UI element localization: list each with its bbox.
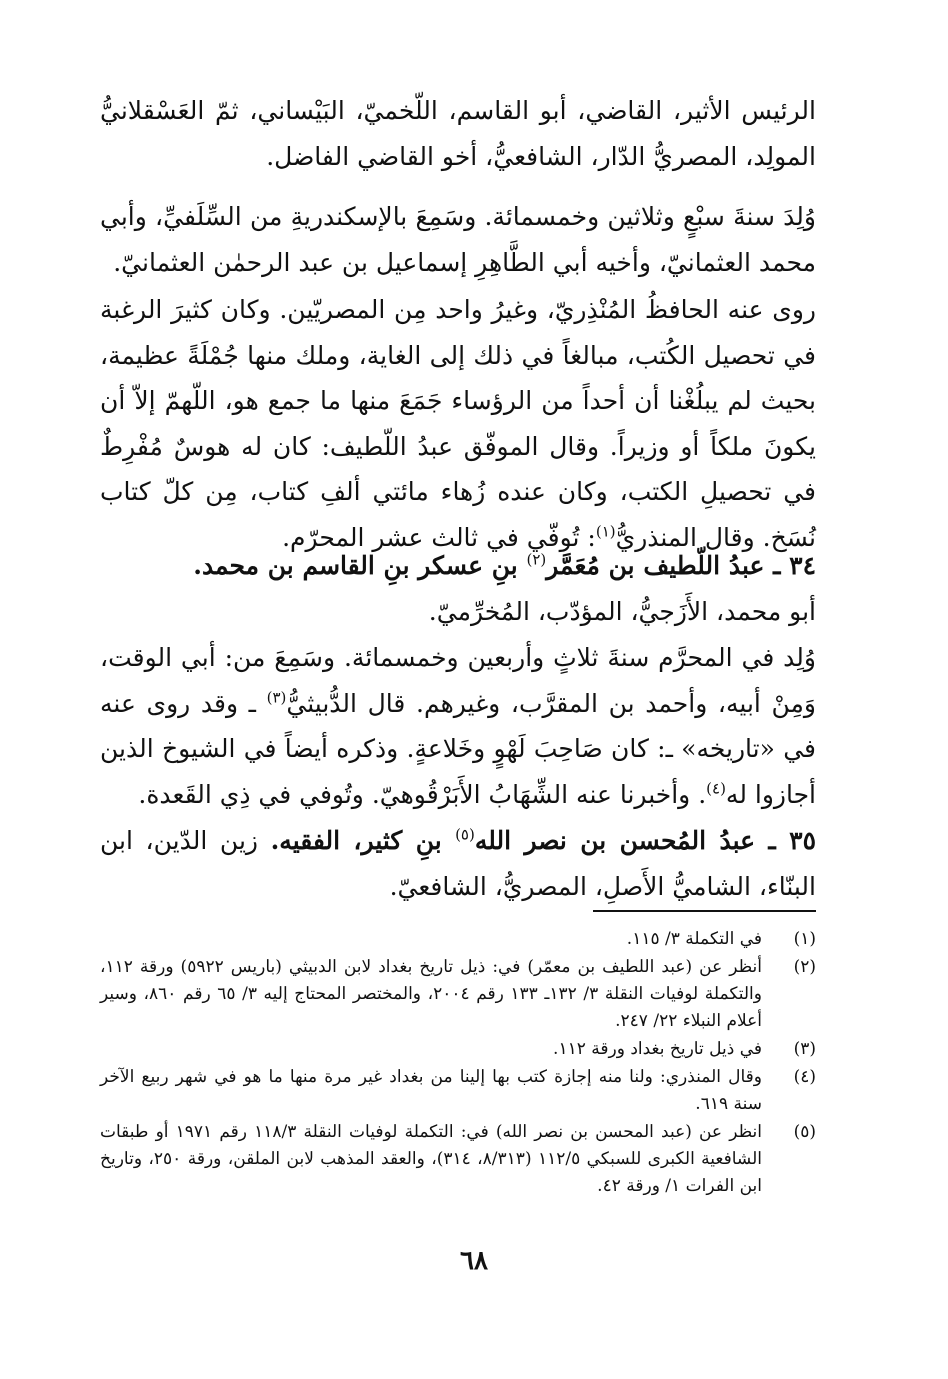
footnote-item: [100, 1064, 816, 1118]
footnote-text: وقال المنذري: ولنا منه إجازة كتب بها إلينا من بغداد غير مرة منها ما هو في شهر ربيع الآخر سنة ٦١٩.: [100, 1067, 762, 1114]
footnote-number: (٢): [793, 957, 816, 977]
entry-35-description: زين الدّين، ابن البنّاء، الشاميُّ الأَصلِ، المصريُّ، الشافعيّ.: [100, 826, 816, 901]
entry-34-heading: [100, 543, 816, 589]
footnote-ref-1: (١): [595, 522, 616, 541]
bio-34-text-b: ـ وقد روى عنه في «تاريخه» ـ: كان صَاحِبَ لَهْوٍ وخَلاعةٍ. وذكره أيضاً في الشيوخ الذين أجازوا له: [100, 688, 816, 809]
footnote-ref-3: (٣): [266, 688, 287, 707]
footnote-number: (١): [793, 929, 816, 949]
page-number: ٦٨: [460, 1246, 488, 1276]
paragraph-narration: [100, 287, 816, 560]
footnote-text: في ذيل تاريخ بغداد ورقة ١١٢.: [553, 1039, 762, 1059]
footnote-text: في التكملة ٣/ ١١٥.: [626, 929, 762, 949]
footnote-ref-4: (٤): [706, 779, 726, 798]
entry-34-title: ٣٤ ـ عبدُ اللّطيف بن مُعَمَّر: [546, 551, 816, 580]
footnote-number: (٥): [793, 1122, 816, 1142]
entry-34-subtitle: أبو محمد، الأَزَجيُّ، المؤدّب، المُخرِّميّ.: [428, 596, 816, 626]
entry-35-title-rest: بنِ كثير، الفقيه.: [270, 826, 456, 855]
paragraph-entry-34-bio: [100, 635, 816, 817]
footnote-item: [100, 954, 816, 1035]
footnote-text: أنظر عن (عبد اللطيف بن معمّر) في: ذيل تاريخ بغداد لابن الدبيثي (باريس ٥٩٢٢) ورقة ١١٢، والتكملة لوفيات النقلة ٣/ ١٣٢ـ ١٣٣ رقم ٢٠٠٤، والمختصر المحتاج إليه ٣/ ٦٥ رقم ٨٦٠، وسير أعلام النبلاء ٢٢/ ٢٤٧.: [100, 957, 762, 1031]
paragraph-intro: الرئيس الأثير، القاضي، أبو القاسم، اللّخميّ، البَيْساني، ثمّ العَسْقلانيُّ المولِد، المصريُّ الدّار، الشافعيُّ، أخو القاضي الفاضل.: [100, 96, 816, 171]
entry-35-title: ٣٥ ـ عبدُ المُحسن بن نصر الله: [474, 826, 816, 855]
footnote-number: (٤): [793, 1067, 816, 1087]
footnote-item: [100, 926, 816, 953]
paragraph-narration-text: روى عنه الحافظُ المُنْذِريّ، وغيرُ واحد مِن المصريّين. وكان كثيرَ الرغبة في تحصيل الكُتب، مبالغاً في ذلك إلى الغاية، وملك منها جُمْلَةً عظيمة، بحيث لم يبلُغْنا أن أحداً من الرؤساء جَمَعَ منها ما جمع هو، اللّهمّ إلاّ أن يكونَ ملكاً أو وزيراً. وقال الموفّق عبدُ اللّطيف: كان له هوسٌ مُفْرِطٌ في تحصيلِ الكتب، وكان عنده زُهاء مائتي ألفِ كتاب، مِن كلّ كتاب نُسَخ. وقال المنذريُّ: [100, 295, 816, 552]
footnote-item: [100, 1036, 816, 1063]
footnote-text: انظر عن (عبد المحسن بن نصر الله) في: التكملة لوفيات النقلة ١١٨/٣ رقم ١٩٧١ أو طبقات الشافعية الكبرى للسبكي ١١٢/٥ (٨/٣١٣، ٣١٤)، والعقد المذهب لابن الملقن، ورقة ٢٥٠، وتاريخ ابن الفرات ١/ ورقة ٤٢.: [100, 1122, 762, 1196]
footnote-number: (٣): [793, 1039, 816, 1059]
bio-34-text-c: . وأخبرنا عنه الشِّهَابُ الأَبَرْقُوهيّ. وتُوفي في ذِي القَعدة.: [138, 779, 707, 809]
bio-34-text-a: وُلِد في المحرَّم سنةَ ثلاثٍ وأربعين وخمسمائة. وسَمِعَ من: أبي الوقت، وَمِنْ أبيه، وأحمد بن المقرَّب، وغيرهم. قال الدُّبيثيُّ: [100, 643, 816, 718]
footnote-item: [100, 1119, 816, 1200]
entry-34: [100, 543, 816, 634]
paragraph-birth: وُلِدَ سنةَ سبْعٍ وثلاثين وخمسمائة. وسَمِعَ بالإسكندريةِ من السِّلَفيِّ، وأبي محمد العثمانيّ، وأخيه أبي الطَّاهِرِ إسماعيل بن عبد الرحمٰن العثمانيّ.: [100, 202, 816, 277]
footnote-ref-5: (٥): [455, 825, 475, 844]
paragraph-narration-tail: : تُوفّي في ثالث عشر المحرّم.: [282, 522, 596, 552]
footnote-ref-2: (٢): [526, 550, 547, 569]
entry-35: [100, 818, 816, 909]
footnote-divider: [593, 910, 816, 912]
entry-34-title-rest: بنِ عسكر بنِ القاسم بن محمد.: [193, 551, 527, 580]
footnotes: [100, 926, 816, 1201]
